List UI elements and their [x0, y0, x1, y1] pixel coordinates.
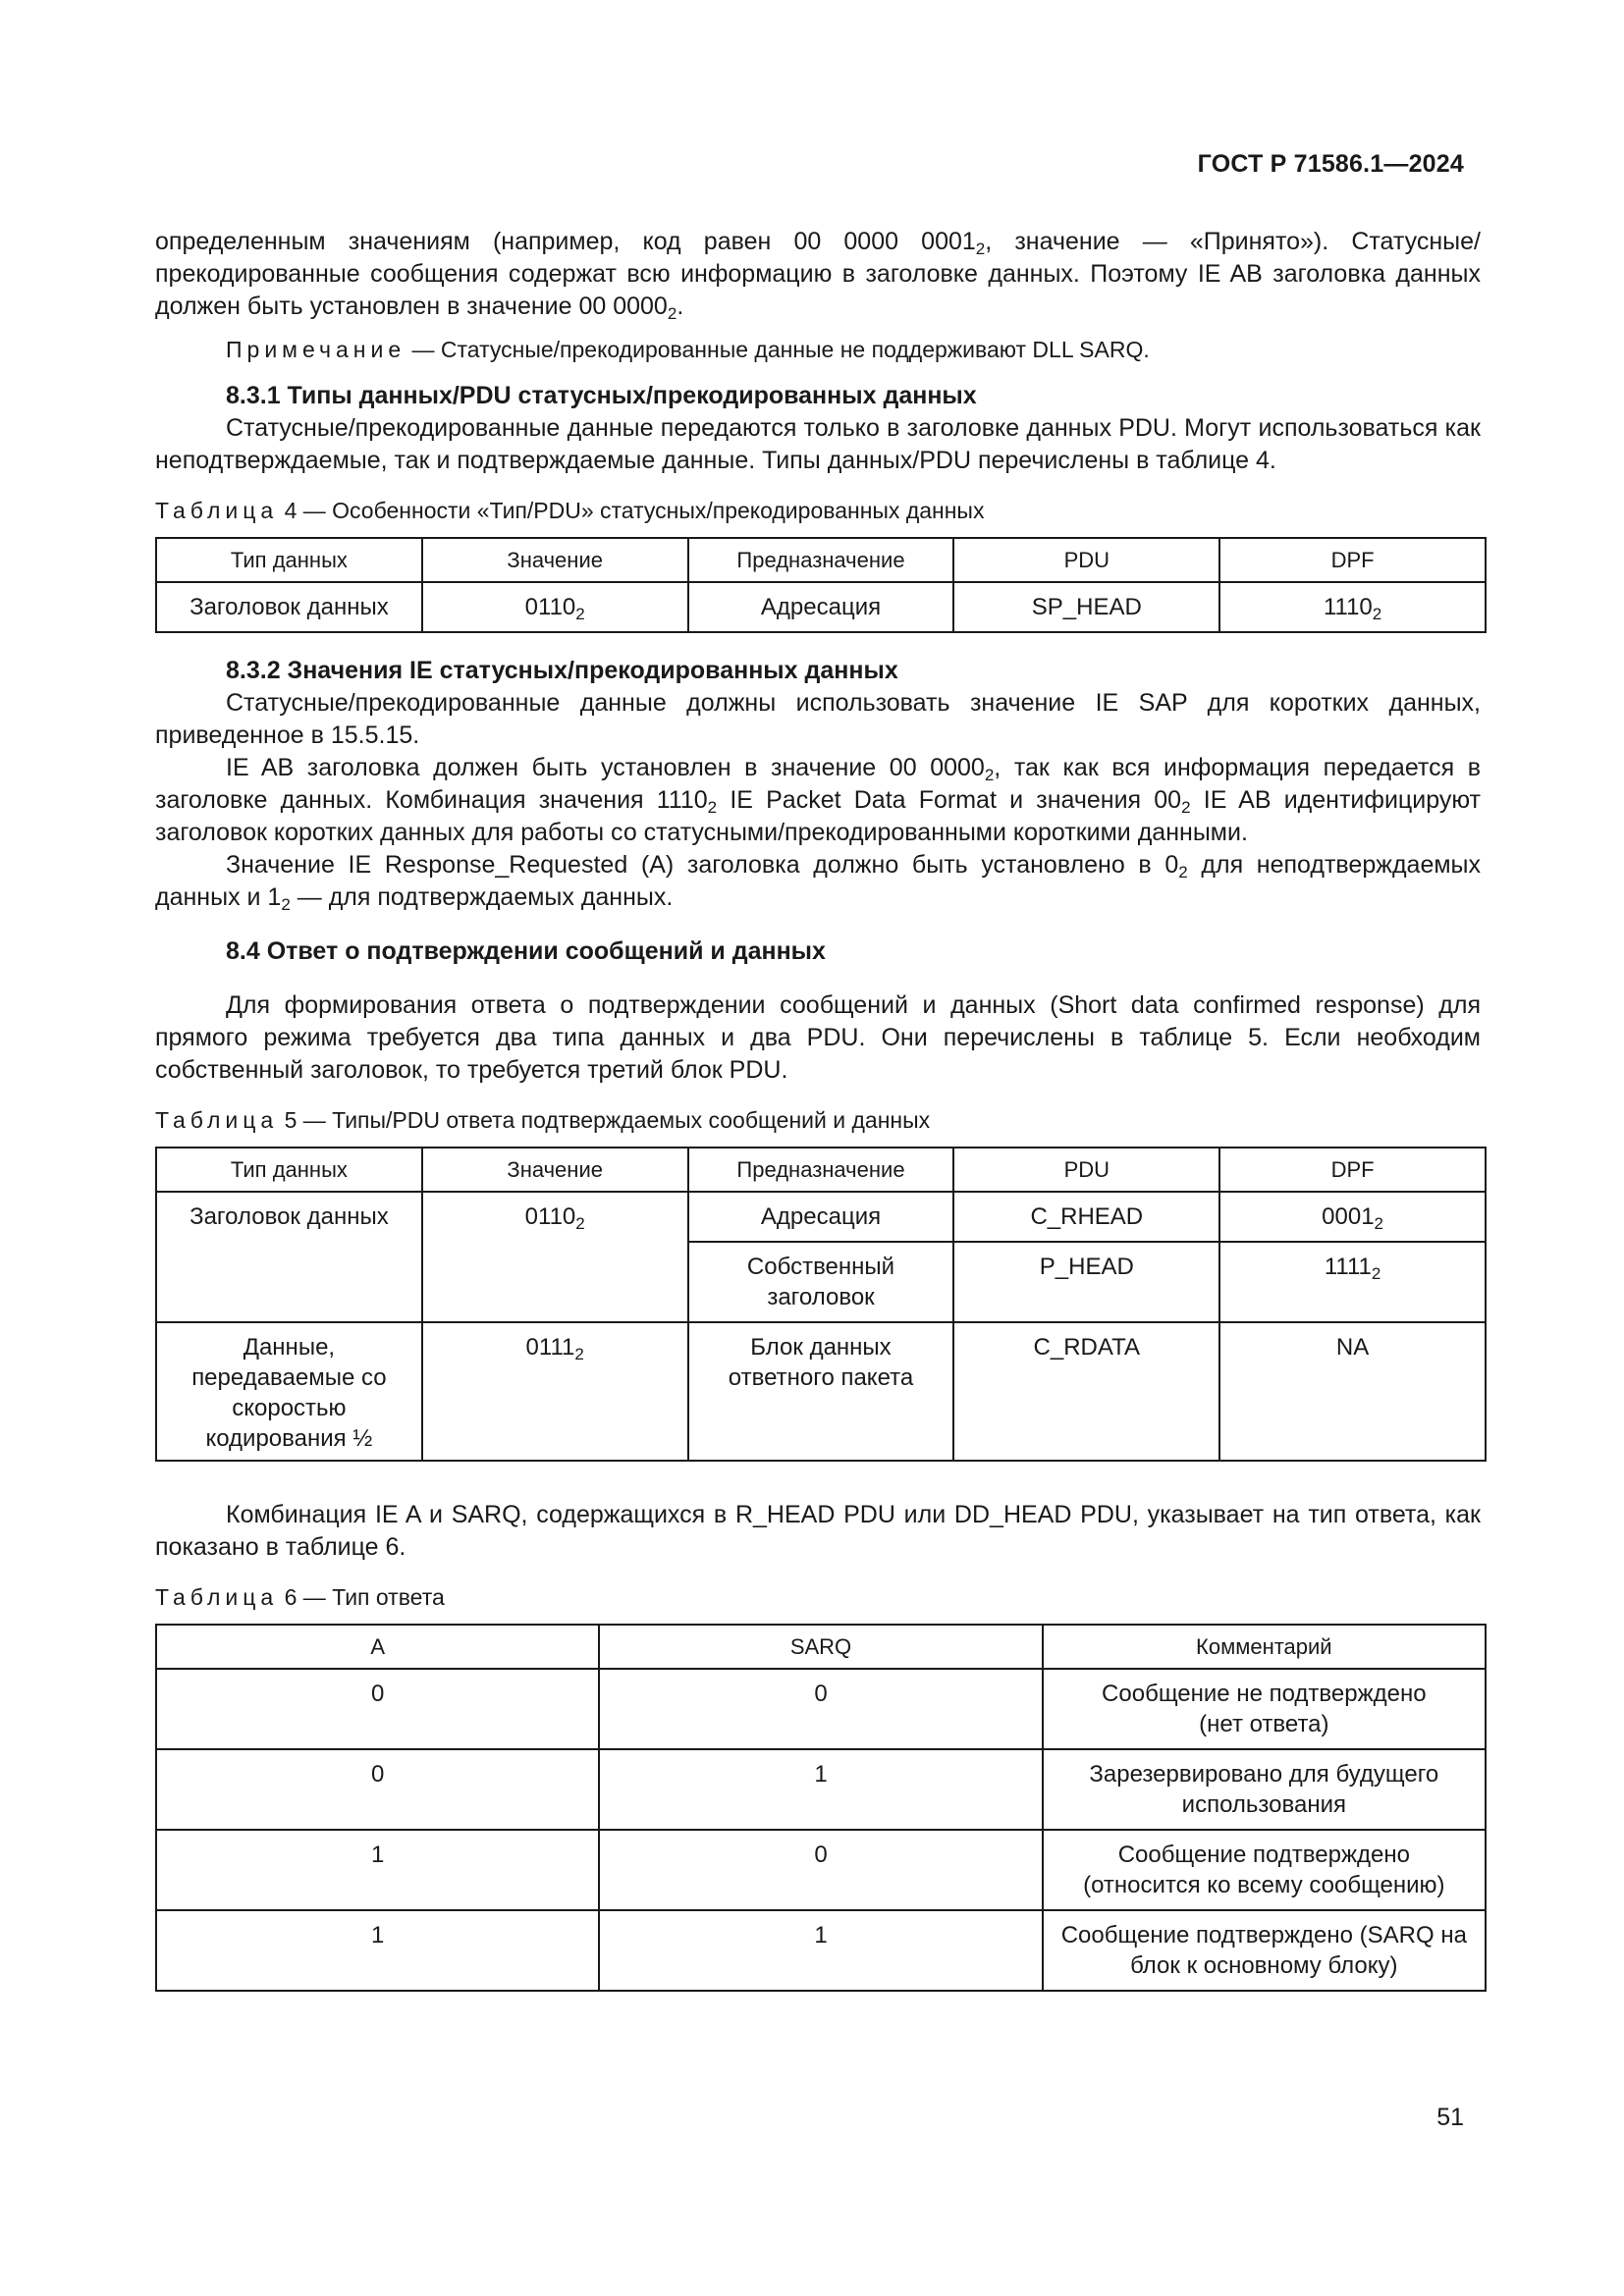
table-row	[156, 582, 1486, 632]
table-4-header-cell: PDU	[953, 538, 1219, 582]
document-code: ГОСТ Р 71586.1—2024	[1197, 150, 1464, 178]
table-cell: Заголовок данных	[156, 1192, 422, 1322]
table-cell: P_HEAD	[953, 1242, 1219, 1322]
table-cell: $0111_2$	[422, 1322, 688, 1461]
table-cell: $0110_2$	[422, 582, 688, 632]
table-cell: $0110_2$	[422, 1192, 688, 1322]
table-5-header-cell: Предназначение	[688, 1148, 954, 1192]
table-cell: $1111_2$	[1219, 1242, 1486, 1322]
table-cell: Адресация	[688, 1192, 954, 1242]
table-4	[155, 537, 1487, 633]
table-5-caption: Таблица 5 — Типы/PDU ответа подтверждаемых сообщений и данных	[155, 1107, 931, 1133]
table-4-header-cell: Предназначение	[688, 538, 954, 582]
intro-paragraph: определенным значениям (например, код равен 00 0000 $0001_2$, значение — «Принято»). Статусные/прекодированные сообщения содержат всю информацию в заголовке данных. Поэтому IE AB заголовка данных должен быть установлен в значение 00 $0000_2$.	[155, 228, 1481, 323]
table-5-header-cell: Значение	[422, 1148, 688, 1192]
table-cell: $0001_2$	[1219, 1192, 1486, 1242]
table-cell: Данные, передаваемые со скоростью кодирования ½	[156, 1322, 422, 1461]
table-5-header-cell: DPF	[1219, 1148, 1486, 1192]
document-body	[155, 226, 1481, 1992]
table-5-header-cell: Тип данных	[156, 1148, 422, 1192]
note: Примечание — Статусные/прекодированные данные не поддерживают DLL SARQ.	[226, 337, 1150, 362]
table-cell: Заголовок данных	[156, 582, 422, 632]
table-cell: 0	[156, 1669, 599, 1749]
table-cell: 1	[599, 1910, 1042, 1991]
table-5	[155, 1147, 1487, 1462]
table-5-header-row	[156, 1148, 1486, 1192]
table-6-header-cell: SARQ	[599, 1625, 1042, 1669]
table-cell: Блок данных ответного пакета	[688, 1322, 954, 1461]
table-6	[155, 1624, 1487, 1992]
table-cell: Сообщение подтверждено (SARQ на блок к основному блоку)	[1043, 1910, 1486, 1991]
table-cell: 0	[156, 1749, 599, 1830]
after-table-5-paragraph: Комбинация IE A и SARQ, содержащихся в R_HEAD PDU или DD_HEAD PDU, указывает на тип ответа, как показано в таблице 6.	[155, 1501, 1481, 1561]
section-8-4-paragraph: Для формирования ответа о подтверждении сообщений и данных (Short data confirmed response) для прямого режима требуется два типа данных и два PDU. Они перечислены в таблице 5. Если необходим собственный заголовок, то требуется третий блок PDU.	[155, 991, 1481, 1084]
table-4-caption: Таблица 4 — Особенности «Тип/PDU» статусных/прекодированных данных	[155, 498, 985, 523]
table-cell: 1	[599, 1749, 1042, 1830]
table-cell: Адресация	[688, 582, 954, 632]
table-6-header-cell: A	[156, 1625, 599, 1669]
table-4-header-cell: DPF	[1219, 538, 1486, 582]
table-cell: 0	[599, 1830, 1042, 1910]
heading-8-3-1: 8.3.1 Типы данных/PDU статусных/прекодированных данных	[226, 382, 977, 409]
table-cell: 0	[599, 1669, 1042, 1749]
table-row	[156, 1192, 1486, 1242]
table-cell: Зарезервировано для будущего использования	[1043, 1749, 1486, 1830]
table-6-header-cell: Комментарий	[1043, 1625, 1486, 1669]
table-cell: NA	[1219, 1322, 1486, 1461]
table-row	[156, 1669, 1486, 1749]
table-cell: 1	[156, 1830, 599, 1910]
section-8-3-1-paragraph: Статусные/прекодированные данные передаются только в заголовке данных PDU. Могут использоваться как неподтверждаемые, так и подтверждаемые данные. Типы данных/PDU перечислены в таблице 4.	[155, 414, 1481, 474]
table-5-header-cell: PDU	[953, 1148, 1219, 1192]
table-cell: Сообщение подтверждено (относится ко всему сообщению)	[1043, 1830, 1486, 1910]
table-6-caption: Таблица 6 — Тип ответа	[155, 1584, 445, 1610]
heading-8-3-2: 8.3.2 Значения IE статусных/прекодированных данных	[226, 657, 898, 684]
table-cell: $1110_2$	[1219, 582, 1486, 632]
page-number: 51	[1436, 2104, 1464, 2131]
table-4-header-cell: Значение	[422, 538, 688, 582]
table-cell: SP_HEAD	[953, 582, 1219, 632]
table-4-header-cell: Тип данных	[156, 538, 422, 582]
table-cell: C_RDATA	[953, 1322, 1219, 1461]
table-cell: Сообщение не подтверждено (нет ответа)	[1043, 1669, 1486, 1749]
table-row	[156, 1910, 1486, 1991]
table-row	[156, 1749, 1486, 1830]
table-6-header-row	[156, 1625, 1486, 1669]
table-cell: C_RHEAD	[953, 1192, 1219, 1242]
section-8-3-2-paragraph-1: Статусные/прекодированные данные должны использовать значение IE SAP для коротких данных, приведенное в 15.5.15.	[155, 689, 1481, 749]
table-row	[156, 1830, 1486, 1910]
heading-8-4: 8.4 Ответ о подтверждении сообщений и данных	[226, 937, 826, 965]
table-cell: 1	[156, 1910, 599, 1991]
table-row	[156, 1322, 1486, 1461]
table-cell: Собственный заголовок	[688, 1242, 954, 1322]
note-label: Примечание	[226, 337, 406, 362]
section-8-3-2-paragraph-3: Значение IE Response_Requested (A) заголовка должно быть установлено в $0_2$ для неподтверждаемых данных и $1_2$ — для подтверждаемых данных.	[155, 851, 1482, 914]
section-8-3-2-paragraph-2: IE AB заголовка должен быть установлен в значение 00 $0000_2$, так как вся информация передается в заголовке данных. Комбинация значения $1110_2$ IE Packet Data Format и значения $00_2$ IE AB идентифицируют заголовок коротких данных для работы со статусными/прекодированными короткими данными.	[155, 754, 1481, 846]
table-4-header-row	[156, 538, 1486, 582]
